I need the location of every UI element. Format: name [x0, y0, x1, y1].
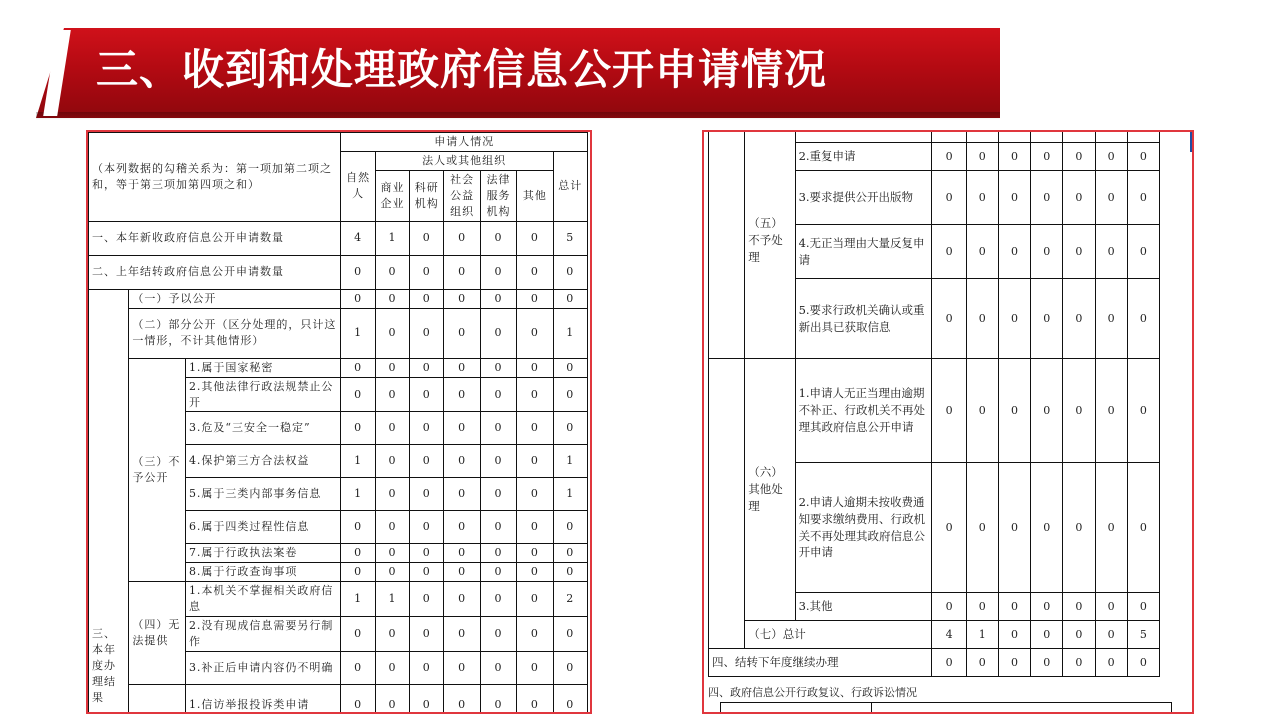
table-row — [709, 649, 1160, 677]
row-label: 3.补正后申请内容仍不明确 — [185, 652, 341, 685]
col-business: 商业企业 — [375, 170, 409, 221]
group4-label: （四）无法提供 — [129, 582, 186, 685]
row-label: 8.属于行政查询事项 — [185, 563, 341, 582]
col-research: 科研机构 — [410, 170, 444, 221]
cell: 0 — [998, 621, 1030, 649]
cell: 0 — [517, 617, 553, 652]
cell: 0 — [1063, 279, 1095, 359]
cell: 0 — [998, 171, 1030, 225]
table-row — [89, 289, 588, 308]
cell: 0 — [375, 255, 409, 289]
cell: 0 — [517, 358, 553, 377]
row-label: 3.要求提供公开出版物 — [795, 171, 932, 225]
row-label: 一、本年新收政府信息公开申请数量 — [89, 221, 341, 255]
table-row — [89, 358, 588, 377]
cell: 0 — [1095, 463, 1127, 593]
total-label: （七）总计 — [745, 621, 932, 649]
cell: 0 — [410, 412, 444, 445]
cell: 1 — [553, 478, 588, 511]
cell: 0 — [480, 377, 516, 412]
row-label-continued — [795, 130, 932, 143]
cell: 0 — [998, 143, 1030, 171]
row-label: 4.无正当理由大量反复申请 — [795, 225, 932, 279]
cell: 0 — [410, 377, 444, 412]
cell: 0 — [517, 563, 553, 582]
cell: 0 — [517, 221, 553, 255]
cell: 0 — [553, 255, 588, 289]
cell: 0 — [480, 563, 516, 582]
cell: 0 — [553, 652, 588, 685]
cell: 0 — [517, 544, 553, 563]
cell: 0 — [444, 652, 480, 685]
cell: 1 — [966, 621, 998, 649]
col-social: 社会公益组织 — [444, 170, 480, 221]
cell: 0 — [480, 221, 516, 255]
cell: 0 — [480, 478, 516, 511]
cell: 0 — [410, 255, 444, 289]
table-row — [89, 582, 588, 617]
cell: 0 — [553, 544, 588, 563]
table-row — [709, 621, 1160, 649]
cell: 0 — [375, 478, 409, 511]
cell: 0 — [517, 685, 553, 714]
cell: 0 — [410, 358, 444, 377]
cell: 0 — [375, 685, 409, 714]
cell: 0 — [966, 593, 998, 621]
cell: 0 — [375, 308, 409, 358]
cell: 0 — [410, 289, 444, 308]
cell: 0 — [517, 377, 553, 412]
cell: 0 — [1031, 359, 1063, 463]
cell: 0 — [517, 289, 553, 308]
cell: 0 — [1127, 463, 1159, 593]
header-applicant: 申请人情况 — [341, 133, 588, 152]
cell: 0 — [1031, 621, 1063, 649]
row-label: 1.信访举报投诉类申请 — [185, 685, 341, 714]
cell: 0 — [1063, 359, 1095, 463]
cell: 0 — [444, 511, 480, 544]
cell: 0 — [1127, 593, 1159, 621]
cell: 0 — [341, 255, 375, 289]
cell: 0 — [410, 445, 444, 478]
group5-label: （五）不予处理 — [745, 130, 795, 359]
cell: 1 — [553, 445, 588, 478]
cell: 0 — [375, 563, 409, 582]
cell: 0 — [444, 478, 480, 511]
cell: 0 — [375, 289, 409, 308]
col-law: 法律服务机构 — [480, 170, 516, 221]
cell: 0 — [553, 617, 588, 652]
cell: 0 — [1095, 143, 1127, 171]
cell: 0 — [1095, 593, 1127, 621]
cell: 0 — [1031, 649, 1063, 677]
cell: 1 — [341, 445, 375, 478]
cell: 0 — [480, 685, 516, 714]
disclosure-table-part1 — [88, 132, 588, 714]
cell: 0 — [1031, 143, 1063, 171]
cell: 0 — [553, 563, 588, 582]
cell: 0 — [1031, 593, 1063, 621]
cell: 0 — [932, 225, 966, 279]
cell: 0 — [1127, 225, 1159, 279]
cell: 0 — [444, 377, 480, 412]
cell: 0 — [480, 652, 516, 685]
cell: 0 — [410, 478, 444, 511]
cell: 0 — [932, 593, 966, 621]
left-table-panel — [86, 130, 592, 714]
group6-label: （六）其他处理 — [745, 359, 795, 621]
cell: 1 — [341, 582, 375, 617]
cell: 0 — [375, 412, 409, 445]
cell: 0 — [375, 358, 409, 377]
row-label: 2.重复申请 — [795, 143, 932, 171]
cell: 0 — [1063, 463, 1095, 593]
row-label: 2.申请人逾期未按收费通知要求缴纳费用、行政机关不再处理其政府信息公开申请 — [795, 463, 932, 593]
section4-heading: 四、政府信息公开行政复议、行政诉讼情况 — [708, 686, 917, 699]
cell: 0 — [517, 652, 553, 685]
cell: 0 — [444, 255, 480, 289]
cell: 0 — [517, 478, 553, 511]
cell: 0 — [1031, 225, 1063, 279]
cell: 0 — [1031, 171, 1063, 225]
cell: 0 — [1127, 359, 1159, 463]
disclosure-table-part2 — [708, 130, 1160, 677]
cell: 0 — [410, 617, 444, 652]
cell: 0 — [1095, 621, 1127, 649]
cell: 0 — [444, 544, 480, 563]
cell: 0 — [341, 544, 375, 563]
row-label: （二）部分公开（区分处理的，只计这一情形，不计其他情形） — [129, 308, 341, 358]
cell: 0 — [480, 511, 516, 544]
cell: 0 — [966, 143, 998, 171]
cell: 0 — [1127, 143, 1159, 171]
cell: 0 — [341, 617, 375, 652]
cell: 0 — [966, 463, 998, 593]
group3-label: （三）不予公开 — [129, 358, 186, 582]
cell: 0 — [966, 359, 998, 463]
cell: 0 — [480, 308, 516, 358]
cell: 0 — [1031, 279, 1063, 359]
row-label: 1.本机关不掌握相关政府信息 — [185, 582, 341, 617]
cell: 0 — [932, 171, 966, 225]
cell: 0 — [341, 511, 375, 544]
cell: 0 — [480, 445, 516, 478]
cell: 0 — [341, 289, 375, 308]
cell: 0 — [341, 412, 375, 445]
banner-shadow — [36, 112, 1000, 120]
cell: 0 — [1127, 649, 1159, 677]
left-spacer-cell — [709, 359, 745, 649]
cell: 1 — [375, 221, 409, 255]
cell: 0 — [410, 563, 444, 582]
cell: 0 — [553, 289, 588, 308]
header-legal: 法人或其他组织 — [375, 151, 553, 170]
cell: 0 — [444, 685, 480, 714]
cell: 0 — [517, 511, 553, 544]
cell: 0 — [932, 463, 966, 593]
cell: 5 — [1127, 621, 1159, 649]
cell: 1 — [553, 308, 588, 358]
row-label: 4.保护第三方合法权益 — [185, 445, 341, 478]
row-label: 6.属于四类过程性信息 — [185, 511, 341, 544]
row-label: 5.属于三类内部事务信息 — [185, 478, 341, 511]
cell: 0 — [341, 563, 375, 582]
cell: 0 — [1095, 649, 1127, 677]
cell: 0 — [553, 358, 588, 377]
cell: 0 — [480, 544, 516, 563]
cell: 0 — [932, 143, 966, 171]
cell: 0 — [480, 358, 516, 377]
cell: 0 — [1095, 225, 1127, 279]
cell: 0 — [444, 358, 480, 377]
table-row — [709, 359, 1160, 463]
right-table-panel — [702, 130, 1194, 714]
table-row — [709, 130, 1160, 143]
row-label: 5.要求行政机关确认或重新出具已获取信息 — [795, 279, 932, 359]
scan-edge-line — [1190, 132, 1192, 152]
cell: 0 — [998, 225, 1030, 279]
cell: 4 — [341, 221, 375, 255]
cell: 0 — [1063, 171, 1095, 225]
cell: 0 — [966, 171, 998, 225]
cell: 0 — [553, 377, 588, 412]
cell: 0 — [998, 279, 1030, 359]
cell: 0 — [410, 511, 444, 544]
section3-label: 三、本年度办理结果 — [89, 289, 129, 714]
cell: 0 — [932, 359, 966, 463]
cell: 0 — [1063, 649, 1095, 677]
cell: 0 — [517, 255, 553, 289]
cell: 0 — [444, 308, 480, 358]
cell: 0 — [1095, 171, 1127, 225]
col-other: 其他 — [517, 170, 553, 221]
cell: 0 — [966, 649, 998, 677]
table-row — [89, 221, 588, 255]
cell: 0 — [341, 377, 375, 412]
cell: 0 — [444, 445, 480, 478]
group5-label-cell — [129, 685, 186, 714]
cell: 0 — [1063, 143, 1095, 171]
cell: 0 — [553, 685, 588, 714]
cell: 0 — [1063, 593, 1095, 621]
cell: 0 — [341, 358, 375, 377]
row-label: 3.其他 — [795, 593, 932, 621]
cell: 0 — [932, 649, 966, 677]
carryover-label: 四、结转下年度继续办理 — [709, 649, 932, 677]
cell: 1 — [375, 582, 409, 617]
cell: 0 — [1127, 279, 1159, 359]
cell: 0 — [480, 617, 516, 652]
row-label: 7.属于行政执法案卷 — [185, 544, 341, 563]
row-label: 二、上年结转政府信息公开申请数量 — [89, 255, 341, 289]
cell: 0 — [517, 582, 553, 617]
cell: 0 — [998, 593, 1030, 621]
cell: 0 — [932, 279, 966, 359]
cell: 0 — [966, 279, 998, 359]
cell: 0 — [1095, 279, 1127, 359]
cell: 0 — [480, 582, 516, 617]
cell: 0 — [341, 652, 375, 685]
cell: 0 — [375, 617, 409, 652]
row-label: 3.危及“三安全一稳定” — [185, 412, 341, 445]
cell: 0 — [1063, 621, 1095, 649]
section4-table-top — [720, 702, 1172, 714]
cell: 0 — [1127, 171, 1159, 225]
cell: 0 — [410, 582, 444, 617]
cell: 2 — [553, 582, 588, 617]
cell: 0 — [444, 221, 480, 255]
table-row — [89, 685, 588, 714]
cell: 0 — [410, 308, 444, 358]
cell: 0 — [375, 445, 409, 478]
cell: 5 — [553, 221, 588, 255]
cell: 0 — [444, 582, 480, 617]
col-total: 总计 — [553, 151, 588, 221]
cell: 0 — [998, 649, 1030, 677]
cell: 0 — [553, 412, 588, 445]
cell: 0 — [517, 445, 553, 478]
row-label: （一）予以公开 — [129, 289, 341, 308]
cell: 1 — [341, 308, 375, 358]
cell: 0 — [553, 511, 588, 544]
cell: 0 — [517, 308, 553, 358]
cell: 0 — [444, 412, 480, 445]
cell: 1 — [341, 478, 375, 511]
table-row — [89, 308, 588, 358]
cell: 0 — [410, 544, 444, 563]
cell: 0 — [517, 412, 553, 445]
cell: 0 — [410, 685, 444, 714]
cell: 0 — [1063, 225, 1095, 279]
cell: 4 — [932, 621, 966, 649]
cell: 0 — [375, 544, 409, 563]
cell: 0 — [1031, 463, 1063, 593]
cell: 0 — [444, 563, 480, 582]
cell: 0 — [444, 617, 480, 652]
cell: 0 — [998, 359, 1030, 463]
row-label: 2.没有现成信息需要另行制作 — [185, 617, 341, 652]
cell: 0 — [444, 289, 480, 308]
cell: 0 — [341, 685, 375, 714]
row-label: 2.其他法律行政法规禁止公开 — [185, 377, 341, 412]
cell: 0 — [480, 412, 516, 445]
cell: 0 — [966, 225, 998, 279]
cell: 0 — [375, 377, 409, 412]
left-spacer-cell — [709, 130, 745, 359]
cell: 0 — [375, 652, 409, 685]
cell: 0 — [480, 255, 516, 289]
table-row — [89, 255, 588, 289]
page-title: 三、收到和处理政府信息公开申请情况 — [96, 45, 828, 94]
cell: 0 — [410, 652, 444, 685]
col-natural: 自然人 — [341, 151, 375, 221]
relation-note: （本列数据的勾稽关系为：第一项加第二项之和，等于第三项加第四项之和） — [89, 133, 341, 222]
cell: 0 — [480, 289, 516, 308]
row-label: 1.申请人无正当理由逾期不补正、行政机关不再处理其政府信息公开申请 — [795, 359, 932, 463]
cell: 0 — [1095, 359, 1127, 463]
cell: 0 — [410, 221, 444, 255]
row-label: 1.属于国家秘密 — [185, 358, 341, 377]
cell: 0 — [998, 463, 1030, 593]
cell: 0 — [375, 511, 409, 544]
